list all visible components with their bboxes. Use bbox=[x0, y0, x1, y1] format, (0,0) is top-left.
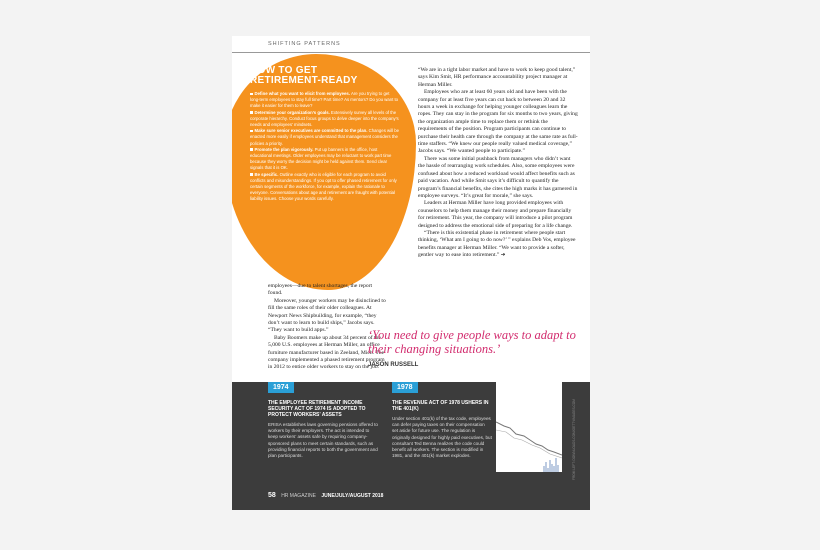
timeline-band bbox=[232, 382, 590, 510]
bullet-icon bbox=[250, 148, 253, 151]
bullet-icon bbox=[250, 173, 253, 176]
page-footer bbox=[268, 492, 383, 499]
article-paragraph: “We are in a tight labor market and have to work to keep good talent,” says Kim Smit, HR performance accountability project manager at Herman Miller. bbox=[418, 67, 576, 88]
magazine-name: HR MAGAZINE bbox=[281, 493, 316, 499]
article-paragraph: Leaders at Herman Miller have long provided employees with counselors to help them manage their money and prepare financially for retirement. This year, the company will introduce a pilot program designed to address the emotional side of preparing for a life change. bbox=[418, 200, 573, 229]
bullet-icon bbox=[250, 130, 253, 133]
sidebar-title-line1: HOW TO GET bbox=[250, 65, 318, 76]
year-tag-1974: 1974 bbox=[268, 382, 294, 393]
timeline-body: Under section 401(k) of the tax code, employees can defer paying taxes on their compensation set aside for future use. The regulation is originally designed for highly paid executives, but consultant Ted Benna realizes the code could benefit all workers. The section is modified in 1981, and the 401(k) market explodes. bbox=[392, 416, 492, 459]
article-paragraph: Baby Boomers make up about 34 percent of the 5,000 U.S. employees at Herman Miller, an office furniture manufacturer based in Zeeland, Mich. The company implemented a phased retirement program in 2012 to entice older workers to stay on the job. bbox=[268, 334, 385, 371]
timeline-heading: THE REVENUE ACT OF 1978 USHERS IN THE 401(K) bbox=[392, 400, 489, 412]
stock-chart-graphic bbox=[496, 382, 562, 472]
issue-date: JUNE/JULY/AUGUST 2018 bbox=[321, 493, 384, 499]
sidebar-tip: Define what you want to elicit from employees. Are you trying to get long-term employees to stay full time? Part time? As mentors? Do you want to make it easier for them to leave? bbox=[250, 91, 399, 109]
sidebar-tip: Determine your organization’s goals. Extensively survey all levels of the corporate hierarchy. Conduct focus groups to delve deeper into the company’s needs and employees’ mindsets. bbox=[250, 109, 399, 128]
article-paragraph: Moreover, younger workers may be disinclined to fill the same roles of their older colleagues. At Newport News Shipbuilding, for example, “they don’t want to learn to build ships,” Jacobs says. “They want to build apps.” bbox=[268, 297, 386, 334]
sidebar-title bbox=[250, 66, 400, 86]
article-paragraph: Employees who are at least 60 years old and have been with the company for at least five years can cut back to between 20 and 32 hours a week in exchange for helping younger colleagues learn the ropes. They can stay in the program for six months to two years, giving the organization ample time to replace them or rethink the requirements of the position. Program participants can continue to purchase their health care through the company at the same rate as full-time staffers. “We knew our people really valued medical coverage,” Jacobs says. “We wanted people to participate.” bbox=[418, 89, 578, 155]
timeline-heading: THE EMPLOYEE RETIREMENT INCOME SECURITY ACT OF 1974 IS ADOPTED TO PROTECT WORKERS’ ASSETS bbox=[268, 400, 366, 418]
sidebar-tip: Make sure senior executives are committed to the plan. Changes will be enacted more easily if employees understand that management considers the policies a priority. bbox=[250, 128, 399, 146]
article-paragraph: employees—due to talent shortages, the report found. bbox=[268, 283, 373, 297]
photo-credit-text: FROM LEFT: DOWNLOADS.COM/GETTYIMAGES.COM bbox=[572, 399, 576, 480]
article-paragraph: There was some initial pushback from managers who didn’t want the hassle of rearranging work schedules. Also, some employees were confused about how a reduced workload would affect benefits such as paid vacation. And while Smit says it’s difficult to quantify the program’s financial benefits, she cites the high marks it has garnered in employee surveys. “It’s great for morale,” she says. bbox=[418, 155, 578, 199]
sidebar-tip: Promote the plan vigorously. Put up banners in the office, host educational meetings. Older employees may be reluctant to work part time because they worry the decision might be held against them. Send clear signals that it is OK. bbox=[250, 146, 392, 171]
top-rule bbox=[232, 52, 590, 53]
sidebar-title-line2: RETIREMENT-READY bbox=[250, 75, 358, 86]
bullet-icon bbox=[250, 111, 253, 114]
pull-quote: ‘You need to give people ways to adapt to their changing situations.’ bbox=[368, 328, 576, 356]
photo-credit bbox=[568, 392, 574, 482]
retirement-tips-sidebar bbox=[250, 66, 400, 203]
page-number: 58 bbox=[268, 492, 276, 499]
article-column-right bbox=[418, 67, 578, 260]
article-paragraph: “There is this existential phase in retirement where people start thinking, ‘What am I going to do now?’ ” explains Deb Vos, employee benefits manager at Herman Miller. “We want to provide a softer, gentler way to ease into retirement.” ➔ bbox=[418, 229, 576, 259]
stock-chart-photo bbox=[496, 382, 562, 472]
quote-attribution: JASON RUSSELL bbox=[368, 362, 419, 368]
bullet-icon bbox=[250, 93, 253, 96]
magazine-page bbox=[232, 36, 590, 510]
sidebar-tip: Be specific. Outline exactly who is eligible for each program to avoid conflicts and misunderstandings. If you opt to offer phased retirement for only certain segments of the workforce, for example, explain the rationale to everyone. Conversations about age and retirement are fraught with potential liability issues. Choose your words carefully. bbox=[250, 171, 397, 202]
timeline-body: ERISA establishes laws governing pensions offered to workers by their employers. The act is intended to keep workers’ assets safe by requiring company-sponsored plans to meet certain standards, such as providing financial reports to both the government and plan participants. bbox=[268, 422, 378, 459]
year-tag-1978: 1978 bbox=[392, 382, 418, 393]
section-label: SHIFTING PATTERNS bbox=[268, 41, 341, 47]
